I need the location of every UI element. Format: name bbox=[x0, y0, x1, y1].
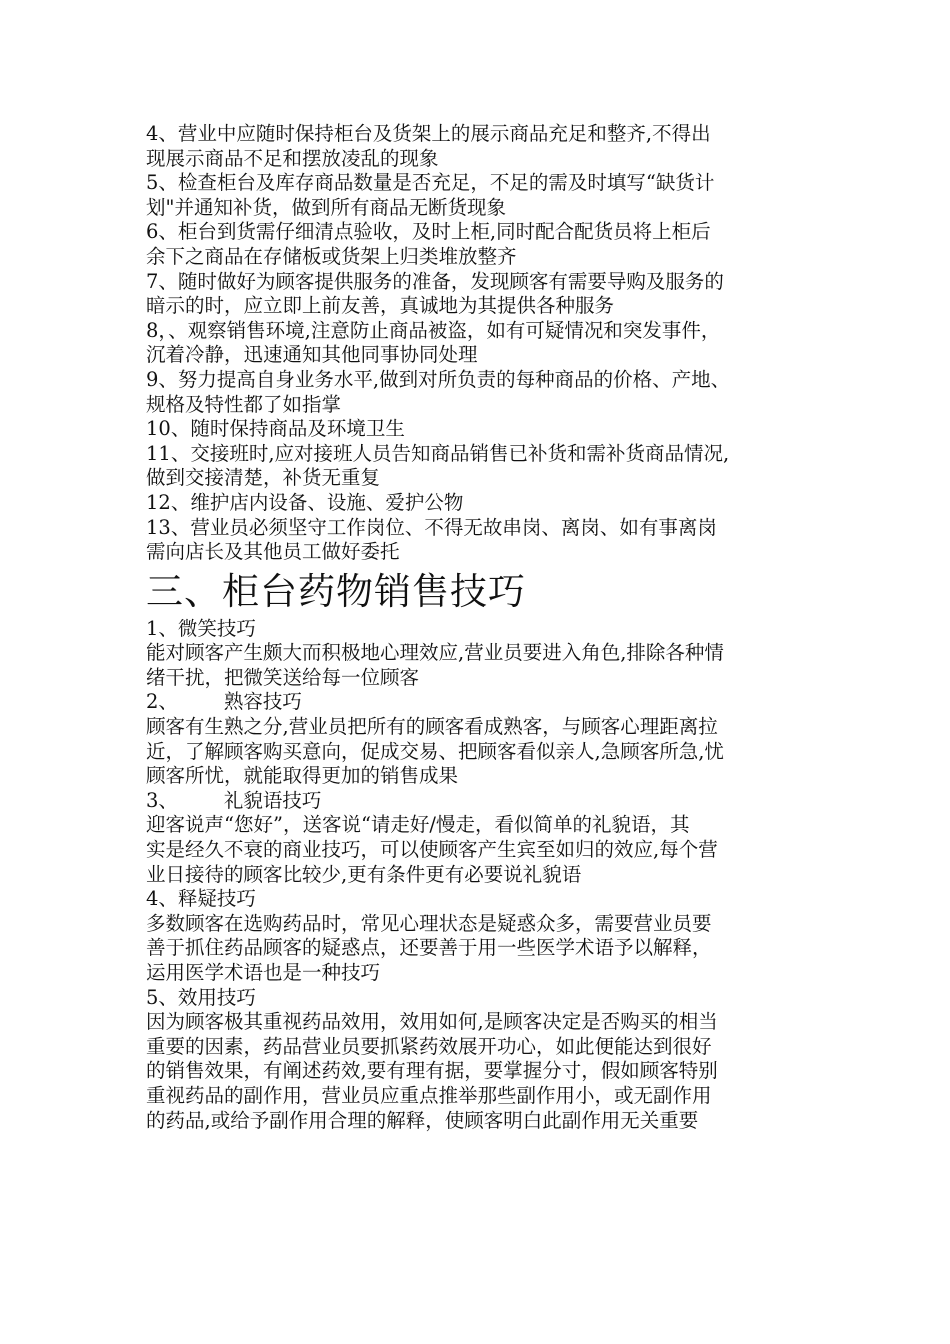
technique-body-line: 近，了解顾客购买意向，促成交易、把顾客看似亲人,急顾客所急,忧 bbox=[146, 739, 724, 763]
rule-line: 9、努力提高自身业务水平,做到对所负责的每种商品的价格、产地、 bbox=[146, 367, 731, 391]
technique-body-line: 重要的因素，药品营业员要抓紧药效展开功心，如此便能达到很好 bbox=[146, 1034, 712, 1058]
technique-title: 效用技巧 bbox=[177, 985, 256, 1009]
rule-item bbox=[146, 319, 810, 368]
rule-item bbox=[146, 442, 810, 491]
technique-title-line bbox=[146, 690, 810, 715]
document-page bbox=[146, 122, 810, 1133]
rule-line: 暗示的时，应立即上前友善，真诚地为其提供各种服务 bbox=[146, 294, 615, 318]
technique-title-line bbox=[146, 617, 810, 642]
technique-title: 微笑技巧 bbox=[177, 616, 256, 640]
technique-item bbox=[146, 789, 810, 887]
technique-title: 礼貌语技巧 bbox=[223, 788, 322, 812]
rule-line: 做到交接清楚，补货无重复 bbox=[146, 466, 381, 490]
technique-body-line: 的销售效果，有阐述药效,要有理有据，要掌握分寸，假如顾客特别 bbox=[146, 1059, 718, 1083]
technique-title: 熟容技巧 bbox=[223, 690, 302, 714]
technique-body-line: 业日接待的顾客比较少,更有条件更有必要说礼貌语 bbox=[146, 862, 582, 886]
rules-list bbox=[146, 122, 810, 565]
rule-item bbox=[146, 220, 810, 269]
technique-title-line bbox=[146, 887, 810, 912]
rule-item bbox=[146, 368, 810, 417]
technique-body-line: 实是经久不衰的商业技巧，可以使顾客产生宾至如归的效应,每个营 bbox=[146, 838, 718, 862]
rule-line: 需向店长及其他员工做好委托 bbox=[146, 540, 400, 564]
rule-line: 余下之商品在存储板或货架上归类堆放整齐 bbox=[146, 244, 517, 268]
technique-body-line: 绪干扰，把微笑送给每一位顾客 bbox=[146, 665, 420, 689]
technique-item bbox=[146, 617, 810, 691]
rule-line: 5、检查柜台及库存商品数量是否充足，不足的需及时填写“缺货计 bbox=[146, 171, 715, 195]
technique-body-line: 因为顾客极其重视药品效用，效用如何,是顾客决定是否购买的相当 bbox=[146, 1010, 718, 1034]
technique-number: 2、 bbox=[146, 690, 178, 714]
rule-line: 10、随时保持商品及环境卫生 bbox=[146, 417, 405, 441]
rule-line: 现展示商品不足和摆放凌乱的现象 bbox=[146, 146, 439, 170]
technique-title: 释疑技巧 bbox=[177, 887, 256, 911]
rule-line: 沉着冷静，迅速通知其他同事协同处理 bbox=[146, 343, 478, 367]
rule-line: 11、交接班时,应对接班人员告知商品销售已补货和需补货商品情况, bbox=[146, 441, 730, 465]
technique-number: 5、 bbox=[146, 985, 178, 1009]
technique-item bbox=[146, 690, 810, 788]
rule-line: 8，、观察销售环境,注意防止商品被盗，如有可疑情况和突发事件， bbox=[146, 318, 721, 342]
rule-item bbox=[146, 491, 810, 516]
technique-body-line: 重视药品的副作用，营业员应重点推举那些副作用小，或无副作用 bbox=[146, 1083, 712, 1107]
technique-body-line: 运用医学术语也是一种技巧 bbox=[146, 961, 381, 984]
rule-item bbox=[146, 171, 810, 220]
technique-title-line bbox=[146, 789, 810, 814]
technique-body-line: 顾客所忧，就能取得更加的销售成果 bbox=[146, 764, 459, 788]
technique-item bbox=[146, 887, 810, 985]
rule-line: 划"并通知补货，做到所有商品无断货现象 bbox=[146, 195, 506, 219]
rule-line: 7、随时做好为顾客提供服务的准备，发现顾客有需要导购及服务的 bbox=[146, 269, 724, 293]
technique-number: 1、 bbox=[146, 616, 178, 640]
technique-body-line: 迎客说声“您好”，送客说“请走好/慢走，看似简单的礼貌语，其 bbox=[146, 813, 690, 837]
rule-line: 12、维护店内设备、设施、爱护公物 bbox=[146, 490, 464, 514]
rule-line: 4、营业中应随时保持柜台及货架上的展示商品充足和整齐,不得出 bbox=[146, 122, 711, 145]
technique-body-line: 的药品,或给予副作用合理的解释，使顾客明白此副作用无关重要 bbox=[146, 1108, 699, 1132]
rule-item bbox=[146, 270, 810, 319]
technique-body-line: 能对顾客产生颇大而积极地心理效应,营业员要进入角色,排除各种情 bbox=[146, 641, 724, 665]
technique-number: 3、 bbox=[146, 788, 178, 812]
section-heading: 三、柜台药物销售技巧 bbox=[146, 569, 526, 613]
technique-body-line: 顾客有生熟之分,营业员把所有的顾客看成熟客，与顾客心理距离拉 bbox=[146, 715, 718, 739]
technique-body-line: 多数顾客在选购药品时，常见心理状态是疑惑众多，需要营业员要 bbox=[146, 911, 712, 935]
technique-body-line: 善于抓住药品顾客的疑惑点，还要善于用一些医学术语予以解释， bbox=[146, 936, 712, 960]
rule-line: 13、营业员必须坚守工作岗位、不得无故串岗、离岗、如有事离岗 bbox=[146, 515, 717, 539]
rule-item bbox=[146, 417, 810, 442]
technique-item bbox=[146, 986, 810, 1134]
rule-item bbox=[146, 122, 810, 171]
rule-line: 规格及特性都了如指掌 bbox=[146, 392, 342, 416]
technique-title-line bbox=[146, 986, 810, 1011]
rule-item bbox=[146, 516, 810, 565]
techniques-list bbox=[146, 617, 810, 1133]
technique-number: 4、 bbox=[146, 887, 178, 911]
rule-line: 6、柜台到货需仔细清点验收，及时上柜,同时配合配货员将上柜后 bbox=[146, 220, 711, 244]
